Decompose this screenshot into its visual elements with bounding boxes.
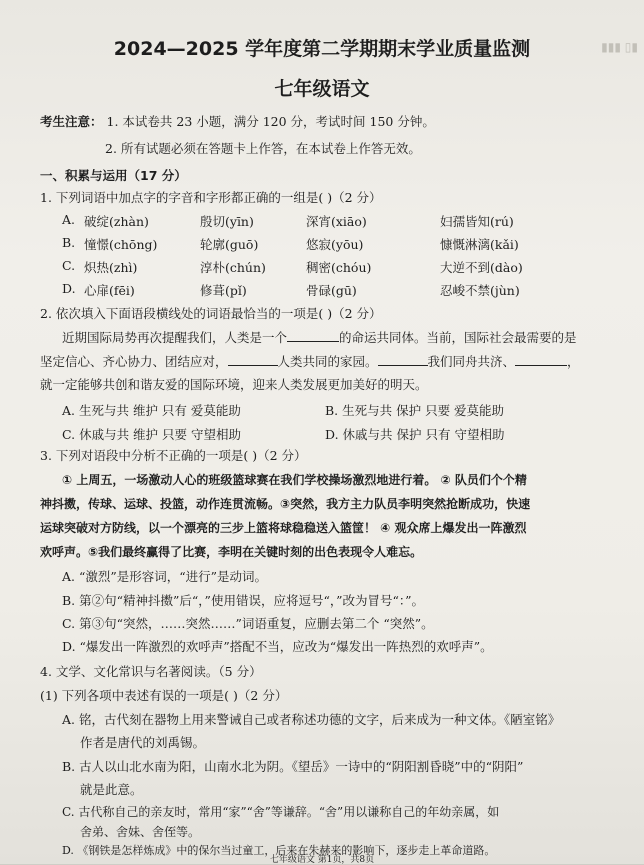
option-word: 悠寂(yōu): [306, 237, 364, 252]
option-word: 憧憬(chōng): [84, 237, 158, 252]
option-letter: C.: [62, 258, 76, 273]
question-2-option-d: D. 休戚与共 保护 只有 守望相助: [325, 427, 505, 442]
question-2-option-a: A. 生死与共 维护 只有 爱莫能助: [62, 403, 241, 418]
question-4-option-b-line-1: B. 古人以山北水南为阳，山南水北为阴。《望岳》一诗中的“阴阳割昏晓”中的“阴阳”: [62, 759, 524, 774]
option-word: 稠密(chóu): [306, 260, 372, 275]
question-3-option-b: B. 第②句“精神抖擞”后“，”使用错误，应将逗号“，”改为冒号“：”。: [62, 593, 425, 608]
blank-2: [228, 353, 278, 366]
question-2-passage-line-3: 就一定能够共创和谐友爱的国际环境，迎来人类发展更加美好的明天。: [40, 377, 428, 392]
section-heading: 一、积累与运用（17 分）: [40, 168, 187, 183]
option-letter: A.: [62, 212, 76, 227]
question-1-stem: 1. 下列词语中加点字的字音和字形都正确的一组是( )（2 分）: [40, 190, 382, 205]
option-word: 殷切(yīn): [200, 214, 254, 229]
option-word: 修葺(pǐ): [200, 283, 247, 298]
option-word: 慷慨淋漓(kǎi): [440, 237, 519, 252]
question-4-option-c-line-1: C. 古代称自己的亲友时，常用“家”“舍”等谦辞。“舍”用以谦称自己的年幼亲属，如: [62, 805, 500, 819]
question-4-stem: 4. 文学、文化常识与名著阅读。（5 分）: [40, 664, 262, 679]
blank-3: [378, 353, 428, 366]
option-word: 心扉(fēi): [84, 283, 135, 298]
option-word: 骨碌(gū): [306, 283, 357, 298]
question-3-passage-line-4: 欢呼声。⑤我们最终赢得了比赛，李明在关键时刻的出色表现令人难忘。: [40, 545, 423, 559]
option-word: 破绽(zhàn): [84, 214, 149, 229]
question-4-option-b-line-2: 就是此意。: [80, 782, 143, 797]
question-2-passage-line-1: 近期国际局势再次提醒我们，人类是一个 的命运共同体。当前，国际社会最需要的是: [62, 330, 577, 345]
page-subtitle: 七年级语文: [274, 78, 370, 100]
notice-label: 考生注意：: [40, 114, 103, 129]
question-2-option-c: C. 休戚与共 维护 只要 守望相助: [62, 427, 241, 442]
blank-1: [287, 329, 339, 342]
notice-item-1: 考生注意： 1. 本试卷共 23 小题，满分 120 分，考试时间 150 分钟。: [40, 114, 435, 129]
option-word: 忍峻不禁(jùn): [440, 283, 520, 298]
option-word: 淳朴(chún): [200, 260, 266, 275]
blank-4: [515, 353, 567, 366]
question-4-option-a-line-1: A. 铭，古代刻在器物上用来警诫自己或者称述功德的文字，后来成为一种文体。《陋室铭》: [62, 712, 561, 727]
question-4-sub-1: (1) 下列各项中表述有误的一项是( )（2 分）: [40, 688, 288, 703]
bleed-through-decoration: ▮▮▮ ▯▮: [601, 40, 638, 54]
question-2-passage-line-2: 坚定信心、齐心协力、团结应对， 人类共同的家园。 我们同舟共济、 ，: [40, 354, 580, 369]
option-word: 大逆不到(dào): [440, 260, 523, 275]
option-letter: B.: [62, 235, 76, 250]
option-word: 深宵(xiāo): [306, 214, 367, 229]
option-word: 轮廓(guō): [200, 237, 259, 252]
question-4-option-d-line-1: D. 《钢铁是怎样炼成》中的保尔当过童工，后来在朱赫来的影响下，逐步走上革命道路。: [62, 844, 496, 857]
question-2-option-b: B. 生死与共 保护 只要 爱莫能助: [325, 403, 505, 418]
page-footer: 七年级语文 第1页，共8页: [269, 855, 375, 865]
question-3-option-d: D. “爆发出一阵激烈的欢呼声”搭配不当，应改为“爆发出一阵热烈的欢呼声”。: [62, 639, 493, 654]
question-4-option-c-line-2: 舍弟、舍妹、舍侄等。: [80, 825, 201, 839]
notice-item-2: 2. 所有试题必须在答题卡上作答，在本试卷上作答无效。: [105, 141, 421, 156]
question-3-stem: 3. 下列对语段中分析不正确的一项是( )（2 分）: [40, 448, 307, 463]
question-3-passage-line-1: ① 上周五，一场激动人心的班级篮球赛在我们学校操场激烈地进行着。 ② 队员们个个精: [62, 473, 527, 487]
option-word: 炽热(zhì): [84, 260, 138, 275]
question-3-option-c: C. 第③句“突然，……突然……”词语重复，应删去第二个 “突然”。: [62, 616, 434, 631]
question-2-stem: 2. 依次填入下面语段横线处的词语最恰当的一项是( )（2 分）: [40, 306, 382, 321]
question-3-option-a: A. “激烈”是形容词，“进行”是动词。: [62, 569, 268, 584]
option-letter: D.: [62, 281, 76, 296]
page-title: 2024—2025 学年度第二学期期末学业质量监测: [113, 38, 531, 60]
option-word: 妇孺皆知(rú): [440, 214, 514, 229]
question-3-passage-line-2: 神抖擞，传球、运球、投篮，动作连贯流畅。③突然，我方主力队员李明突然抢断成功，快速: [40, 497, 531, 511]
question-3-passage-line-3: 运球突破对方防线，以一个漂亮的三步上篮将球稳稳送入篮筐！ ④ 观众席上爆发出一阵激烈: [40, 521, 527, 535]
question-4-option-a-line-2: 作者是唐代的刘禹锡。: [80, 735, 206, 750]
